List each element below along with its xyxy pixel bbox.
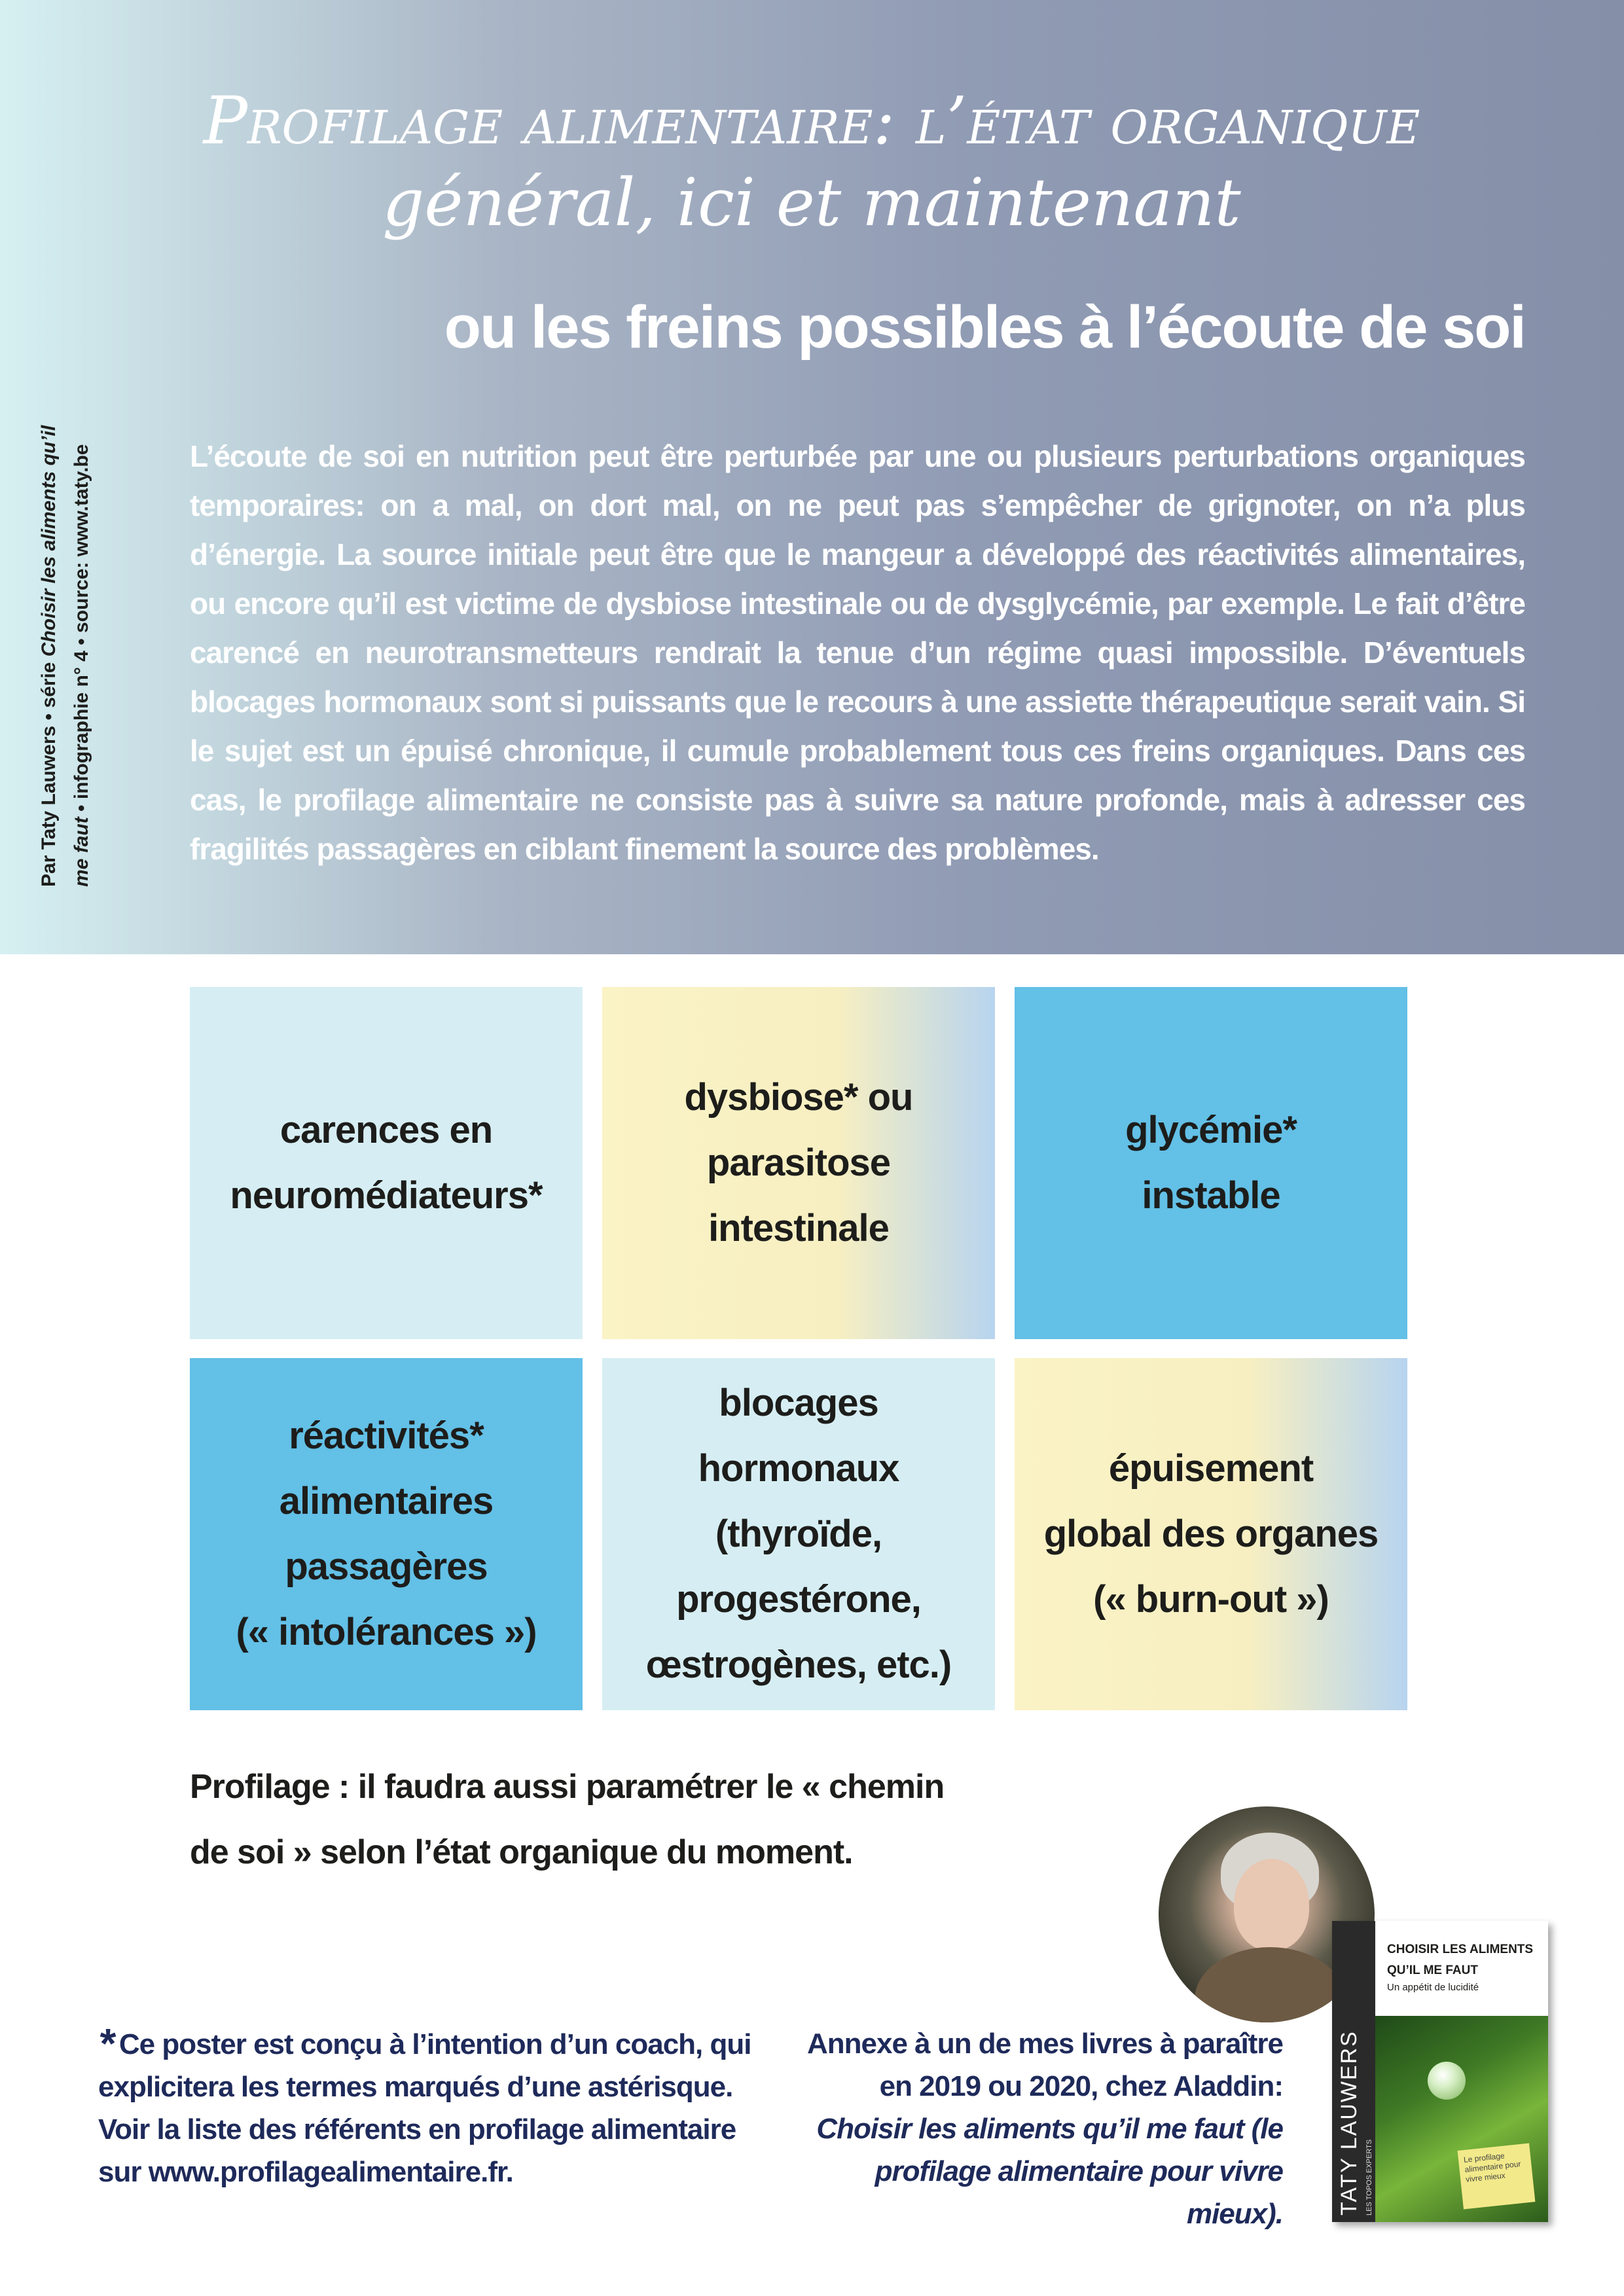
box-label: épuisement global des organes (« burn-out ») (1043, 1447, 1379, 1621)
box-neuromediateurs (190, 987, 583, 1339)
asterisk-mark: * (98, 2020, 114, 2067)
book-subtitle: Un appétit de lucidité (1387, 1982, 1479, 1993)
book-cover (1332, 1921, 1548, 2222)
box-label: blocages hormonaux (thyroïde, progestérone, œstrogènes, etc.) (645, 1382, 952, 1686)
side-credit-part2: • infographie n° 4 • source: www.taty.be (71, 444, 92, 817)
intro-paragraph: L’écoute de soi en nutrition peut être perturbée par une ou plusieurs perturbations organiques temporaires: on a mal, on dort mal, on ne peut pas s’empêcher de grignoter, on n’a plus d’énergie. La source initiale peut être que le mangeur a développé des réactivités alimentaires, ou encore qu’il est victime de dysbiose intestinale ou de dysglycémie, par exemple. Le fait d’être carencé en neurotransmetteurs rendrait la tenue d’un régime quasi impossible. D’éventuels blocages hormonaux sont si puissants que le recours à une assiette thérapeutique serait vain. Si le sujet est un épuisé chronique, il cumule probablement tous ces freins organiques. Dans ces cas, le profilage alimentaire ne consiste pas à suivre sa nature profonde, mais à adresser ces fragilités passagères en ciblant finement la source des problèmes. (190, 439, 1525, 866)
box-label: carences en neuromédiateurs* (230, 1109, 543, 1217)
water-drop-icon (1428, 2062, 1466, 2100)
side-credit-series: Choisir les aliments qu’il me faut (38, 425, 92, 887)
box-dysbiose (602, 987, 995, 1339)
box-reactivites (190, 1358, 583, 1710)
title-line-2: général, ici et maintenant (382, 164, 1241, 241)
book-cover-leaf-image (1375, 2016, 1548, 2222)
book-series: LES TOPOS EXPERTS (1365, 2139, 1373, 2215)
side-credit-part1: Par Taty Lauwers • série (38, 656, 60, 887)
box-blocages-hormonaux (602, 1358, 995, 1710)
book-title: CHOISIR LES ALIMENTS QU’IL ME FAUT (1387, 1943, 1534, 1977)
portrait-face (1234, 1859, 1309, 1950)
book-cover-header (1375, 1921, 1548, 2016)
annex-text: Annexe à un de mes livres à paraître en 2019 ou 2020, chez Aladdin: (806, 2028, 1283, 2102)
box-label: dysbiose* ou parasitose intestinale (684, 1076, 913, 1249)
annex-note (799, 2022, 1283, 2235)
footnote-text: Ce poster est conçu à l’intention d’un coach, qui explicitera les termes marqués d’une astérisque. Voir la liste des référents en profilage alimentaire sur www.profilagealimentaire.fr. (98, 2028, 751, 2188)
footnote (98, 2022, 779, 2193)
conclusion-text: Profilage : il faudra aussi paramétrer le « chemin de soi » selon l’état organique du moment. (190, 1768, 945, 1871)
box-label: glycémie* instable (1125, 1109, 1297, 1217)
book-sticky-note: Le profilage alimentaire pour vivre mieux (1458, 2143, 1536, 2209)
box-label: réactivités* alimentaires passagères (« intolérances ») (236, 1414, 537, 1653)
portrait-body (1195, 1947, 1345, 2022)
subtitle: ou les freins possibles à l’écoute de soi (444, 294, 1525, 361)
book-author: TATY LAUWERS (1337, 2030, 1362, 2215)
side-credit (33, 403, 105, 887)
annex-book-title: Choisir les aliments qu’il me faut (le profilage alimentaire pour vivre mieux). (816, 2113, 1283, 2230)
box-epuisement (1015, 1358, 1407, 1710)
title-line-1: Profilage alimentaire: l’état organique (203, 82, 1420, 159)
box-glycemie (1015, 987, 1407, 1339)
